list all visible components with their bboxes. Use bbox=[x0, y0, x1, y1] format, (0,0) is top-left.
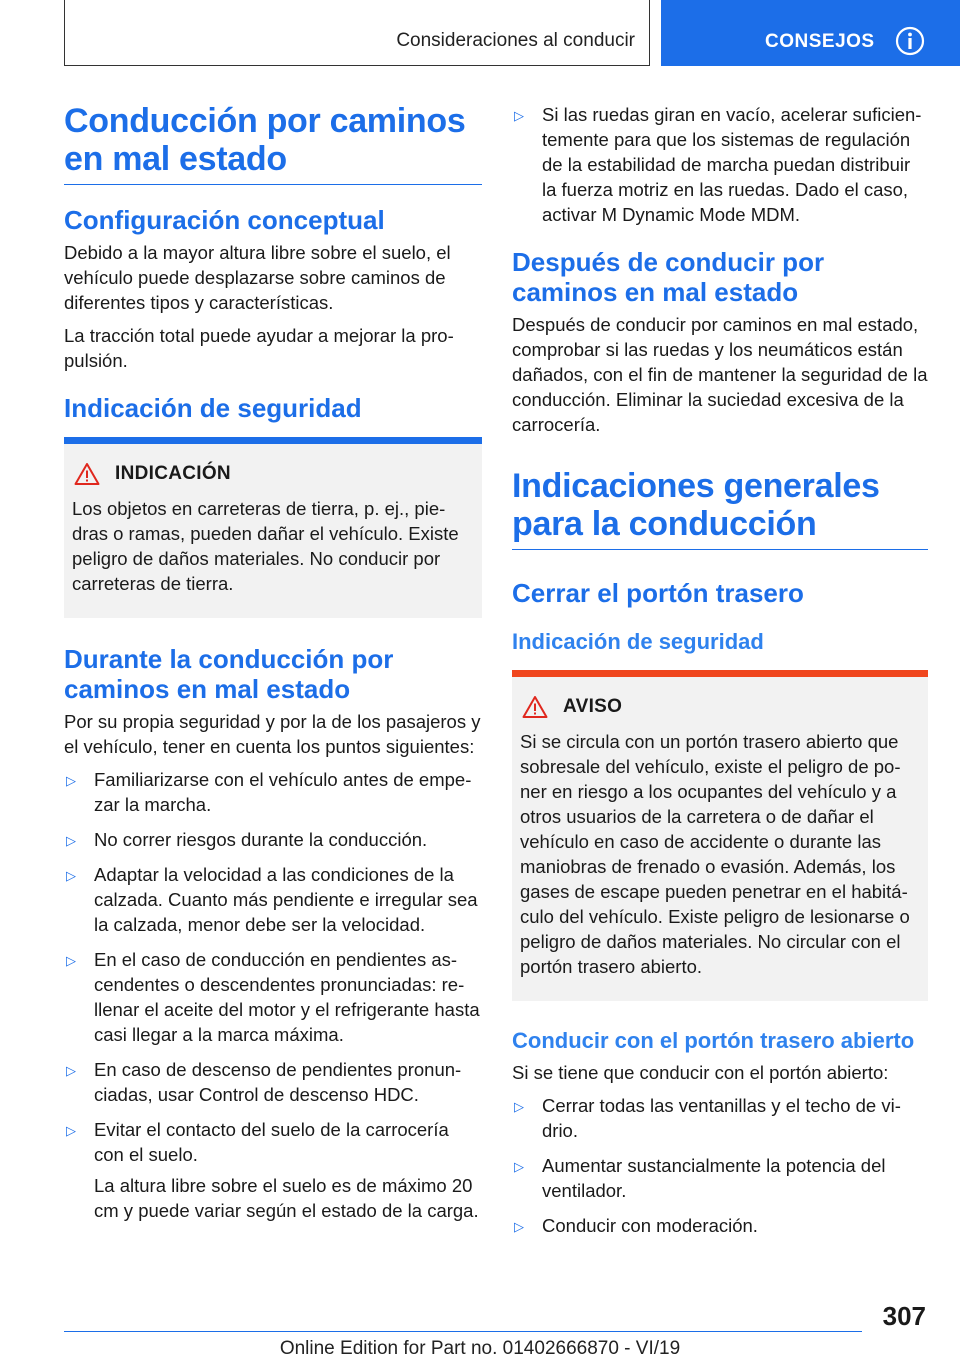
bullet-triangle-icon: ▷ bbox=[66, 868, 76, 883]
open-tailgate-intro: Si se tiene que conducir con el portón abierto: bbox=[512, 1062, 889, 1083]
list-item: ▷ Cerrar todas las ventanillas y el techo de vidrio. bbox=[514, 1095, 901, 1141]
warning-triangle-icon bbox=[74, 462, 100, 486]
bullet-triangle-icon: ▷ bbox=[514, 1219, 524, 1234]
header-chapter-title: CONSEJOS bbox=[765, 31, 875, 52]
after-driving-heading: Después de conducir por caminos en mal estado bbox=[512, 247, 825, 307]
tailgate-safety-heading: Indicación de seguridad bbox=[512, 629, 764, 654]
warning-triangle-icon bbox=[522, 695, 548, 719]
list-item: ▷ No correr riesgos durante la conducción. bbox=[64, 827, 482, 852]
list-item: ▷ En caso de descenso de pendientes pronunciadas, usar Control de descenso HDC. bbox=[66, 1059, 462, 1105]
concept-paragraph-1: Debido a la mayor altura libre sobre el suelo, el vehículo puede desplazarse sobre caminos de diferentes tipos y características. bbox=[64, 242, 451, 313]
warning-text: Si se circula con un portón trasero abierto que sobresale del vehículo, existe el peligro de poner en riesgo a los ocupantes del vehículo y a otros usuarios de la carretera o de dañar el vehículo en caso de accidente o durante las maniobras de frenado o evasión. Además, los gases de escape pueden penetrar en el habitáculo del vehículo. Existe peligro de lesionarse o peligro de daños materiales. No circular con el portón trasero abierto. bbox=[520, 731, 910, 977]
list-item: ▷ Aumentar sustancialmente la potencia del ventilador. bbox=[514, 1155, 886, 1201]
header-chapter-tab[interactable] bbox=[661, 0, 960, 66]
tailgate-warning-box bbox=[512, 670, 928, 1001]
bullet-triangle-icon: ▷ bbox=[66, 1123, 76, 1138]
footer-edition: Online Edition for Part no. 01402666870 - VI/19 bbox=[279, 1338, 681, 1359]
list-item: ▷ Adaptar la velocidad a las condiciones de la calzada. Cuanto más pendiente e irregular sea la calzada, menor debe ser la velocidad. bbox=[66, 864, 478, 935]
bullet-triangle-icon: ▷ bbox=[514, 108, 524, 123]
safety-notice-box bbox=[64, 437, 482, 618]
warning-title: AVISO bbox=[563, 696, 623, 717]
right-column bbox=[512, 102, 928, 1248]
list-item: ▷ Si las ruedas giran en vacío, acelerar suficientemente para que los sistemas de regulación de la estabilidad de marcha puedan distribuir la fuerza motriz en las ruedas. Dado el caso, activar M Dynamic Mode MDM. bbox=[514, 104, 922, 225]
info-icon bbox=[895, 26, 925, 56]
notice-text: Los objetos en carreteras de tierra, p. ej., piedras o ramas, pueden dañar el vehículo. Existe peligro de daños materiales. No conducir por carreteras de tierra. bbox=[72, 498, 459, 594]
driving-heading: Durante la conducción por caminos en mal estado bbox=[64, 644, 394, 704]
list-item: ▷ Evitar el contacto del suelo de la carrocería con el suelo. La altura libre sobre el suelo es de máximo 20 cm y puede variar según el estado de la carga. bbox=[64, 1117, 482, 1223]
driving-intro: Por su propia seguridad y por la de los pasajeros y el vehículo, tener en cuenta los puntos siguientes: bbox=[64, 711, 481, 757]
after-driving-text: Después de conducir por caminos en mal estado, comprobar si las ruedas y los neumáticos están dañados, con el fin de mantener la seguridad de la conducción. Eliminar la suciedad excesiva de la carrocería. bbox=[512, 314, 928, 435]
list-item: ▷ Familiarizarse con el vehículo antes de empezar la marcha. bbox=[66, 769, 472, 815]
left-column bbox=[64, 102, 482, 1233]
open-tailgate-list bbox=[512, 1093, 928, 1238]
footer-divider bbox=[64, 1331, 862, 1332]
open-tailgate-heading: Conducir con el portón trasero abierto bbox=[512, 1028, 915, 1053]
notice-title: INDICACIÓN bbox=[115, 463, 231, 484]
bullet-triangle-icon: ▷ bbox=[66, 773, 76, 788]
tailgate-heading: Cerrar el portón trasero bbox=[512, 578, 804, 608]
bullet-triangle-icon: ▷ bbox=[514, 1099, 524, 1114]
header-section-title: Consideraciones al conducir bbox=[396, 30, 635, 51]
header-section-box bbox=[64, 0, 650, 66]
safety-heading: Indicación de seguridad bbox=[64, 393, 362, 423]
page-number: 307 bbox=[882, 1301, 926, 1331]
bullet-triangle-icon: ▷ bbox=[66, 953, 76, 968]
driving-list-continued bbox=[512, 102, 928, 227]
general-title: Indicaciones generales para la conducción bbox=[512, 467, 928, 550]
concept-paragraph-2: La tracción total puede ayudar a mejorar la propulsión. bbox=[64, 325, 454, 371]
concept-heading: Configuración conceptual bbox=[64, 205, 385, 235]
list-item: ▷ Conducir con moderación. bbox=[512, 1213, 928, 1238]
bullet-triangle-icon: ▷ bbox=[66, 833, 76, 848]
driving-list bbox=[64, 767, 482, 1223]
list-item-sub-paragraph: La altura libre sobre el suelo es de máximo 20 cm y puede variar según el estado de la carga. bbox=[94, 1175, 479, 1221]
list-item: ▷ En el caso de conducción en pendientes ascendentes o descendentes pronunciadas: rellenar el aceite del motor y el refrigerante hasta casi llegar a la marca máxima. bbox=[66, 949, 480, 1045]
page-title: Conducción por caminos en mal estado bbox=[64, 102, 482, 185]
bullet-triangle-icon: ▷ bbox=[514, 1159, 524, 1174]
bullet-triangle-icon: ▷ bbox=[66, 1063, 76, 1078]
